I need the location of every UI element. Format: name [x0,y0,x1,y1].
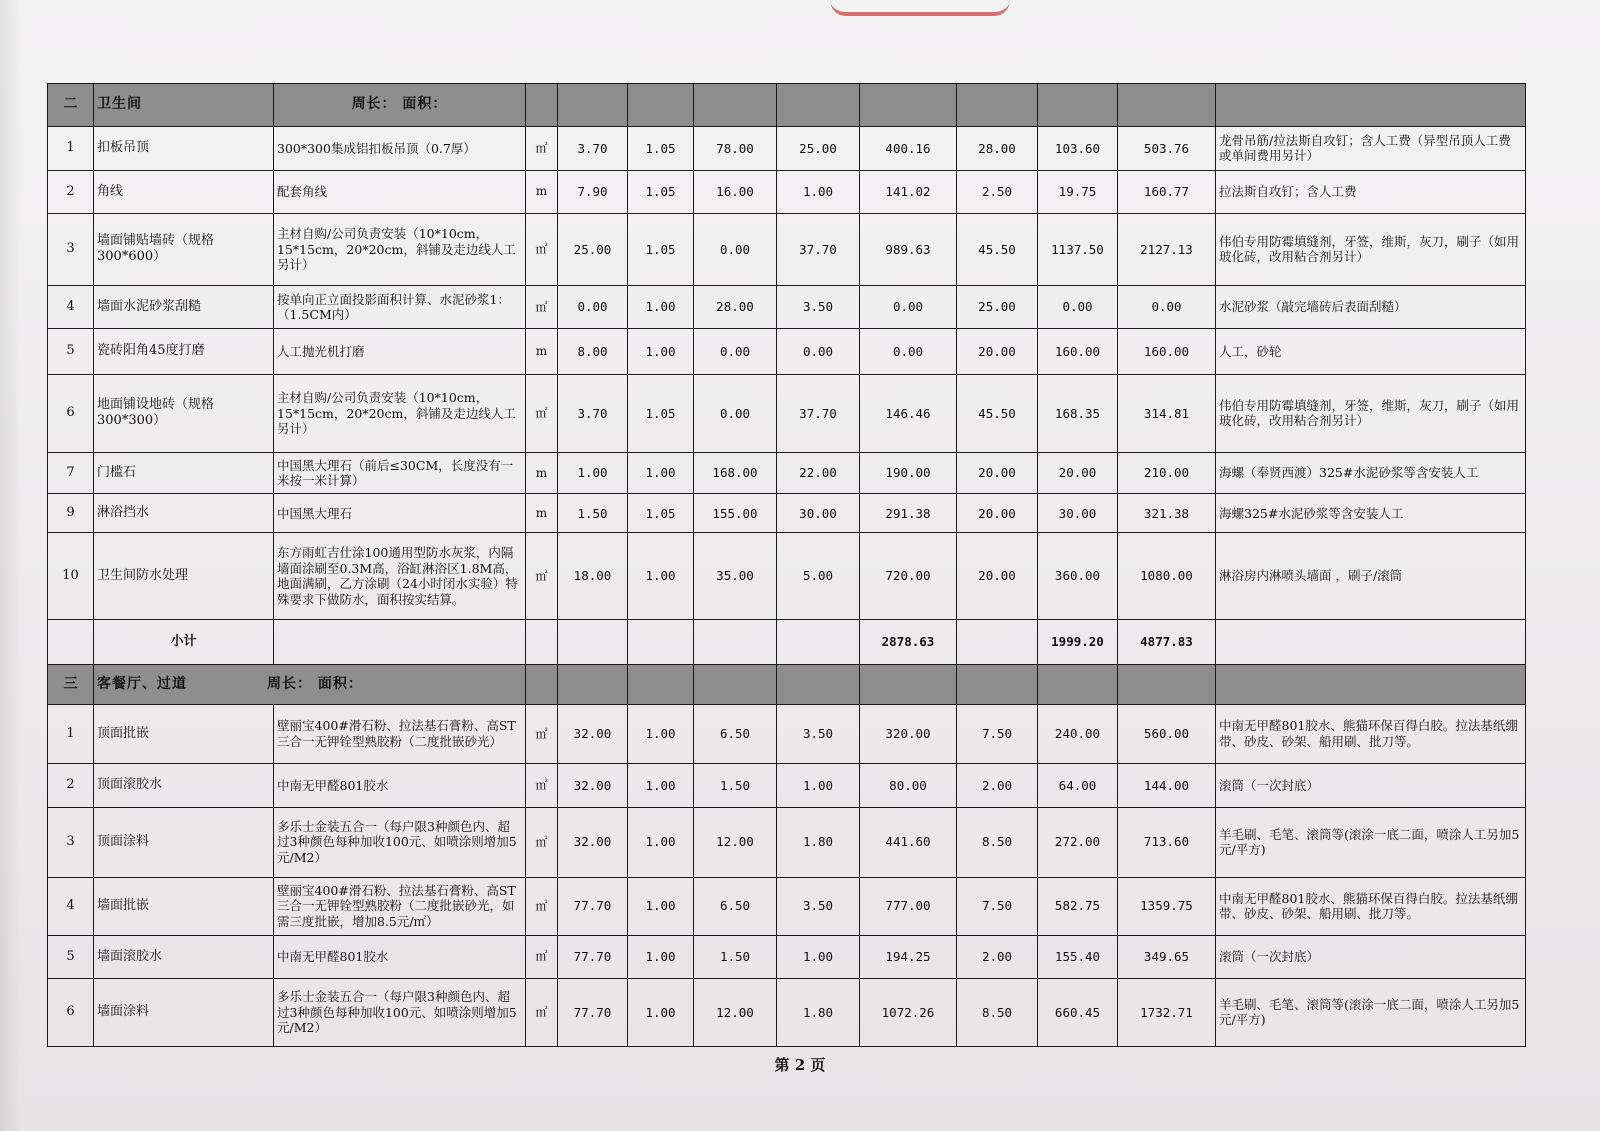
item-mat-price: 6.50 [694,704,777,764]
item-mat-total: 441.60 [860,807,957,877]
item-labor-total: 0.00 [1038,286,1118,329]
item-labor-total: 64.00 [1038,764,1118,807]
item-name: 墙面滚胶水 [94,935,274,978]
item-labor-total: 582.75 [1038,877,1118,935]
item-total: 349.65 [1118,935,1216,978]
item-aux-price: 1.80 [777,978,860,1046]
item-no: 3 [48,213,94,285]
item-labor-total: 1137.50 [1038,213,1118,285]
item-unit: m [526,329,558,374]
section-header-cell [1118,84,1216,127]
section-header-cell [628,84,694,127]
table-row [48,978,1526,1046]
item-no: 6 [48,374,94,452]
item-loss: 1.05 [628,374,694,452]
table-row [48,494,1526,533]
item-labor-total: 360.00 [1038,533,1118,620]
table-row [48,877,1526,935]
quotation-table [47,83,1526,1047]
item-labor-price: 7.50 [957,704,1038,764]
item-qty: 32.00 [558,764,628,807]
item-qty: 0.00 [558,286,628,329]
table-row [48,170,1526,213]
item-labor-total: 20.00 [1038,453,1118,494]
item-mat-total: 777.00 [860,877,957,935]
section-perimeter-area: 周长： 面积： [267,675,363,692]
item-mat-price: 12.00 [694,807,777,877]
item-material: 主材自购/公司负责安装（10*10cm，15*15cm，20*20cm，斜铺及走边线人工另计） [274,374,526,452]
item-qty: 3.70 [558,374,628,452]
subtotal-blank [1216,620,1526,665]
item-labor-total: 155.40 [1038,935,1118,978]
item-no: 4 [48,877,94,935]
item-loss: 1.00 [628,764,694,807]
item-mat-price: 6.50 [694,877,777,935]
item-aux-price: 37.70 [777,213,860,285]
item-material: 中南无甲醛801胶水 [274,935,526,978]
item-total: 314.81 [1118,374,1216,452]
item-total: 713.60 [1118,807,1216,877]
section-header-cell [558,84,628,127]
section-header-section3 [48,665,1526,704]
item-labor-price: 2.50 [957,170,1038,213]
subtotal-blank [558,620,628,665]
subtotal-blank [628,620,694,665]
subtotal-blank [48,620,94,665]
item-no: 2 [48,170,94,213]
subtotal-row [48,620,1526,665]
item-labor-price: 8.50 [957,807,1038,877]
item-labor-price: 45.50 [957,213,1038,285]
item-labor-price: 2.00 [957,935,1038,978]
subtotal-labor-total: 1999.20 [1038,620,1118,665]
item-aux-price: 30.00 [777,494,860,533]
item-mat-price: 12.00 [694,978,777,1046]
item-no: 9 [48,494,94,533]
item-material: 按单向正立面投影面积计算、水泥砂浆1：（1.5CM内） [274,286,526,329]
subtotal-blank [274,620,526,665]
item-aux-price: 1.00 [777,935,860,978]
item-qty: 3.70 [558,127,628,170]
item-aux-price: 1.80 [777,807,860,877]
item-mat-price: 78.00 [694,127,777,170]
item-mat-price: 0.00 [694,213,777,285]
item-name: 墙面涂料 [94,978,274,1046]
item-loss: 1.05 [628,213,694,285]
item-mat-total: 720.00 [860,533,957,620]
page-number: 第 2 页 [774,1056,826,1074]
item-aux-price: 3.50 [777,877,860,935]
item-mat-price: 155.00 [694,494,777,533]
item-mat-total: 141.02 [860,170,957,213]
item-note: 海螺（奉贤西渡）325#水泥砂浆等含安装人工 [1216,453,1526,494]
item-unit: ㎡ [526,286,558,329]
item-name: 淋浴挡水 [94,494,274,533]
item-mat-price: 28.00 [694,286,777,329]
item-labor-total: 30.00 [1038,494,1118,533]
item-mat-price: 168.00 [694,453,777,494]
item-total: 2127.13 [1118,213,1216,285]
item-material: 多乐士金装五合一（每户限3种颜色内、超过3种颜色每种加收100元、如喷涂则增加5元/M2） [274,807,526,877]
table-row [48,533,1526,620]
item-loss: 1.00 [628,286,694,329]
item-name: 顶面滚胶水 [94,764,274,807]
item-labor-total: 240.00 [1038,704,1118,764]
item-unit: ㎡ [526,533,558,620]
item-name: 墙面水泥砂浆刮糙 [94,286,274,329]
item-aux-price: 22.00 [777,453,860,494]
item-unit: ㎡ [526,877,558,935]
item-labor-price: 20.00 [957,329,1038,374]
item-no: 2 [48,764,94,807]
item-total: 503.76 [1118,127,1216,170]
item-mat-total: 80.00 [860,764,957,807]
section-header-section2 [48,84,1526,127]
section-title: 客餐厅、过道 [97,675,187,692]
item-qty: 32.00 [558,807,628,877]
item-unit: ㎡ [526,704,558,764]
item-mat-total: 320.00 [860,704,957,764]
item-material: 东方雨虹吉仕涂100通用型防水灰浆，内隔墙面涂刷至0.3M高，浴缸淋浴区1.8M高，地面满刷，乙方涂刷（24小时闭水实验）特殊要求下做防水，面积按实结算。 [274,533,526,620]
item-name: 顶面涂料 [94,807,274,877]
item-mat-price: 1.50 [694,764,777,807]
item-qty: 25.00 [558,213,628,285]
subtotal-mat-total: 2878.63 [860,620,957,665]
subtotal-blank [694,620,777,665]
item-name: 顶面批嵌 [94,704,274,764]
table-row [48,453,1526,494]
item-material: 中南无甲醛801胶水 [274,764,526,807]
item-qty: 7.90 [558,170,628,213]
item-unit: ㎡ [526,935,558,978]
item-total: 560.00 [1118,704,1216,764]
item-material: 300*300集成铝扣板吊顶（0.7厚） [274,127,526,170]
section-header-cell [526,84,558,127]
item-labor-total: 660.45 [1038,978,1118,1046]
item-no: 1 [48,704,94,764]
item-total: 160.00 [1118,329,1216,374]
item-name: 墙面批嵌 [94,877,274,935]
item-no: 1 [48,127,94,170]
item-material: 配套角线 [274,170,526,213]
item-qty: 1.50 [558,494,628,533]
item-note: 伟伯专用防霉填缝剂，牙签，维斯，灰刀，刷子（如用玻化砖，改用粘合剂另计） [1216,374,1526,452]
item-note: 海螺325#水泥砂浆等含安装人工 [1216,494,1526,533]
item-no: 5 [48,329,94,374]
item-note: 人工，砂轮 [1216,329,1526,374]
item-mat-total: 194.25 [860,935,957,978]
item-total: 321.38 [1118,494,1216,533]
section-header-cell [860,665,957,704]
table-row [48,374,1526,452]
item-mat-price: 0.00 [694,329,777,374]
section-header-cell [558,665,628,704]
item-loss: 1.00 [628,329,694,374]
item-total: 160.77 [1118,170,1216,213]
item-unit: m [526,494,558,533]
item-labor-total: 103.60 [1038,127,1118,170]
item-total: 1080.00 [1118,533,1216,620]
item-mat-price: 16.00 [694,170,777,213]
item-qty: 18.00 [558,533,628,620]
item-note: 中南无甲醛801胶水、熊猫环保百得白胶。拉法基纸绷带、砂皮、砂架、船用刷、批刀等。 [1216,704,1526,764]
section-header-cell [628,665,694,704]
item-unit: ㎡ [526,127,558,170]
section-title-row [94,665,526,704]
item-labor-price: 8.50 [957,978,1038,1046]
item-loss: 1.05 [628,170,694,213]
item-mat-price: 0.00 [694,374,777,452]
item-aux-price: 1.00 [777,170,860,213]
item-material: 中国黑大理石（前后≤30CM，长度没有一米按一米计算） [274,453,526,494]
section-index: 二 [48,84,94,127]
item-mat-total: 0.00 [860,286,957,329]
section-header-cell [1216,84,1526,127]
item-loss: 1.00 [628,807,694,877]
section-header-cell [694,84,777,127]
item-loss: 1.00 [628,533,694,620]
item-note: 中南无甲醛801胶水、熊猫环保百得白胶。拉法基纸绷带、砂皮、砂架、船用刷、批刀等。 [1216,877,1526,935]
item-mat-total: 989.63 [860,213,957,285]
item-unit: m [526,170,558,213]
item-loss: 1.00 [628,704,694,764]
section-header-cell [777,665,860,704]
item-mat-total: 146.46 [860,374,957,452]
subtotal-blank [777,620,860,665]
item-qty: 77.70 [558,978,628,1046]
subtotal-blank [957,620,1038,665]
item-material: 主材自购/公司负责安装（10*10cm，15*15cm，20*20cm，斜铺及走边线人工另计） [274,213,526,285]
item-no: 10 [48,533,94,620]
item-mat-price: 35.00 [694,533,777,620]
item-labor-price: 20.00 [957,494,1038,533]
item-mat-price: 1.50 [694,935,777,978]
item-labor-price: 45.50 [957,374,1038,452]
item-labor-total: 168.35 [1038,374,1118,452]
item-unit: ㎡ [526,213,558,285]
table-row [48,127,1526,170]
section-header-cell [957,665,1038,704]
item-unit: ㎡ [526,978,558,1046]
item-aux-price: 5.00 [777,533,860,620]
item-labor-total: 160.00 [1038,329,1118,374]
item-aux-price: 37.70 [777,374,860,452]
item-mat-total: 400.16 [860,127,957,170]
section-header-cell [860,84,957,127]
item-note: 滚筒（一次封底） [1216,764,1526,807]
item-aux-price: 3.50 [777,286,860,329]
item-loss: 1.00 [628,453,694,494]
item-note: 伟伯专用防霉填缝剂，牙签，维斯，灰刀，刷子（如用玻化砖，改用粘合剂另计） [1216,213,1526,285]
item-aux-price: 1.00 [777,764,860,807]
red-stamp-fragment [830,0,1010,16]
item-no: 7 [48,453,94,494]
item-labor-price: 7.50 [957,877,1038,935]
item-total: 0.00 [1118,286,1216,329]
item-total: 1732.71 [1118,978,1216,1046]
item-name: 瓷砖阳角45度打磨 [94,329,274,374]
item-total: 1359.75 [1118,877,1216,935]
item-note: 水泥砂浆（敲完墙砖后表面刮糙） [1216,286,1526,329]
item-aux-price: 3.50 [777,704,860,764]
item-name: 扣板吊顶 [94,127,274,170]
item-note: 拉法斯自攻钉；含人工费 [1216,170,1526,213]
item-unit: ㎡ [526,374,558,452]
item-labor-price: 28.00 [957,127,1038,170]
item-note: 羊毛刷、毛笔、滚筒等(滚涂一底二面，喷涂人工另加5元/平方) [1216,807,1526,877]
item-unit: ㎡ [526,764,558,807]
item-unit: m [526,453,558,494]
subtotal-blank [526,620,558,665]
item-no: 3 [48,807,94,877]
item-no: 5 [48,935,94,978]
item-name: 墙面铺贴墙砖（规格300*600） [94,213,274,285]
item-name: 卫生间防水处理 [94,533,274,620]
item-labor-total: 19.75 [1038,170,1118,213]
table-row [48,286,1526,329]
section-title: 卫生间 [94,84,274,127]
table-row [48,329,1526,374]
item-name: 门槛石 [94,453,274,494]
item-name: 地面铺设地砖（规格300*300） [94,374,274,452]
item-labor-price: 25.00 [957,286,1038,329]
item-qty: 32.00 [558,704,628,764]
item-note: 羊毛刷、毛笔、滚筒等(滚涂一底二面，喷涂人工另加5元/平方) [1216,978,1526,1046]
item-loss: 1.00 [628,877,694,935]
item-loss: 1.05 [628,127,694,170]
item-material: 人工抛光机打磨 [274,329,526,374]
section-index: 三 [48,665,94,704]
section-header-cell [1118,665,1216,704]
section-header-cell [777,84,860,127]
subtotal-label: 小计 [94,620,274,665]
item-mat-total: 291.38 [860,494,957,533]
item-labor-price: 20.00 [957,453,1038,494]
item-total: 144.00 [1118,764,1216,807]
page-edge-shadow [0,0,22,1131]
item-material: 壁丽宝400#滑石粉、拉法基石膏粉、高ST三合一无钾铨型熟胶粉（二度批嵌砂光） [274,704,526,764]
table-row [48,935,1526,978]
section-header-cell [526,665,558,704]
section-perimeter-area: 周长： 面积： [274,84,526,127]
item-loss: 1.00 [628,935,694,978]
item-qty: 77.70 [558,935,628,978]
item-mat-total: 1072.26 [860,978,957,1046]
item-note: 龙骨吊筋/拉法斯自攻钉；含人工费（异型吊顶人工费或单间费用另计） [1216,127,1526,170]
item-mat-total: 190.00 [860,453,957,494]
item-labor-price: 20.00 [957,533,1038,620]
item-note: 滚筒（一次封底） [1216,935,1526,978]
section-header-cell [694,665,777,704]
item-no: 6 [48,978,94,1046]
item-mat-total: 0.00 [860,329,957,374]
item-labor-total: 272.00 [1038,807,1118,877]
table-row [48,807,1526,877]
section-header-cell [1038,84,1118,127]
subtotal-total: 4877.83 [1118,620,1216,665]
section-header-cell [957,84,1038,127]
item-material: 多乐士金装五合一（每户限3种颜色内、超过3种颜色每种加收100元、如喷涂则增加5元/M2） [274,978,526,1046]
table-row [48,764,1526,807]
item-labor-price: 2.00 [957,764,1038,807]
section-header-cell [1216,665,1526,704]
item-unit: ㎡ [526,807,558,877]
item-loss: 1.05 [628,494,694,533]
item-aux-price: 0.00 [777,329,860,374]
item-material: 中国黑大理石 [274,494,526,533]
item-qty: 1.00 [558,453,628,494]
item-note: 淋浴房内淋喷头墙面 ，刷子/滚筒 [1216,533,1526,620]
table-row [48,213,1526,285]
item-qty: 77.70 [558,877,628,935]
item-aux-price: 25.00 [777,127,860,170]
item-loss: 1.00 [628,978,694,1046]
section-header-cell [1038,665,1118,704]
item-material: 壁丽宝400#滑石粉、拉法基石膏粉、高ST三合一无钾铨型熟胶粉（二度批嵌砂光，如需三度批嵌，增加8.5元/㎡） [274,877,526,935]
table-row [48,704,1526,764]
item-name: 角线 [94,170,274,213]
item-qty: 8.00 [558,329,628,374]
item-no: 4 [48,286,94,329]
item-total: 210.00 [1118,453,1216,494]
